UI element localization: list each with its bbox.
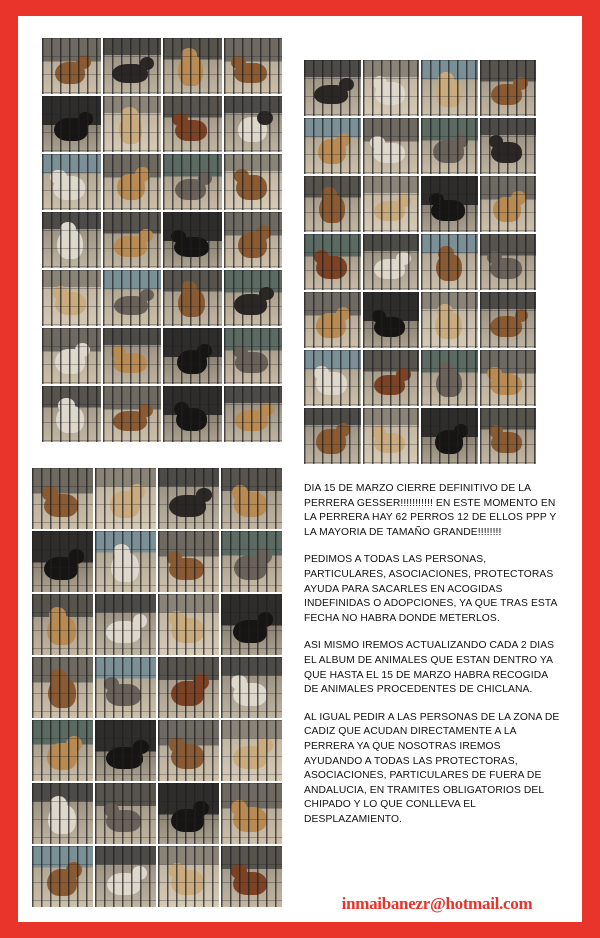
dog-photo	[158, 594, 219, 655]
announcement-text	[304, 482, 560, 840]
dog-photo	[103, 38, 162, 94]
dog-photo	[221, 846, 282, 907]
dog-photo	[363, 408, 420, 464]
dog-photo	[304, 292, 361, 348]
photo-grid-bottom-left	[32, 468, 282, 907]
dog-photo	[221, 468, 282, 529]
dog-photo	[304, 176, 361, 232]
dog-photo	[42, 212, 101, 268]
dog-photo	[363, 176, 420, 232]
paragraph-cadiz-area: AL IGUAL PEDIR A LAS PERSONAS DE LA ZONA DE CADIZ QUE ACUDAN DIRECTAMENTE A LA PERRERA YA QUE NOSOTRAS IREMOS AYUDANDO A TODAS LAS PROTECTORAS, ASOCIACIONES, PARTICULARES DE FUERA DE ANDALUCIA, EN TRAMITES OBLIGATORIOS DEL CHIPADO Y LO QUE CONLLEVA EL DESPLAZAMIENTO.	[304, 711, 560, 825]
dog-photo	[42, 154, 101, 210]
dog-photo	[163, 154, 222, 210]
dog-photo	[304, 350, 361, 406]
dog-photo	[158, 720, 219, 781]
dog-photo	[32, 468, 93, 529]
dog-photo	[363, 118, 420, 174]
dog-photo	[224, 386, 283, 442]
dog-photo	[480, 234, 537, 290]
dog-photo	[163, 212, 222, 268]
poster-inner	[18, 16, 582, 922]
dog-photo	[103, 328, 162, 384]
dog-photo	[42, 270, 101, 326]
dog-photo	[158, 468, 219, 529]
dog-photo	[421, 60, 478, 116]
dog-photo	[421, 176, 478, 232]
dog-photo	[32, 594, 93, 655]
dog-photo	[480, 350, 537, 406]
dog-photo	[221, 657, 282, 718]
dog-photo	[95, 468, 156, 529]
dog-photo	[158, 846, 219, 907]
dog-photo	[304, 60, 361, 116]
dog-photo	[421, 408, 478, 464]
dog-photo	[42, 96, 101, 152]
photo-grid-top-right	[304, 60, 536, 464]
dog-photo	[95, 783, 156, 844]
dog-photo	[103, 154, 162, 210]
dog-photo	[163, 96, 222, 152]
dog-photo	[95, 531, 156, 592]
dog-photo	[42, 386, 101, 442]
dog-photo	[32, 531, 93, 592]
dog-photo	[32, 720, 93, 781]
dog-photo	[421, 292, 478, 348]
dog-photo	[163, 386, 222, 442]
paragraph-closure-notice: DIA 15 DE MARZO CIERRE DEFINITIVO DE LA PERRERA GESSER!!!!!!!!!!! EN ESTE MOMENTO EN LA PERRERA HAY 62 PERROS 12 DE ELLOS PPP Y LA MAYORIA DE TAMAÑO GRANDE!!!!!!!!	[304, 483, 557, 538]
dog-photo	[221, 594, 282, 655]
dog-photo	[221, 783, 282, 844]
contact-email[interactable]: inmaibanezr@hotmail.com	[341, 894, 533, 913]
dog-photo	[224, 96, 283, 152]
dog-photo	[224, 38, 283, 94]
dog-photo	[221, 531, 282, 592]
dog-photo	[163, 270, 222, 326]
dog-photo	[363, 234, 420, 290]
dog-photo	[103, 386, 162, 442]
dog-photo	[95, 657, 156, 718]
dog-photo	[421, 350, 478, 406]
dog-photo	[32, 846, 93, 907]
dog-photo	[421, 118, 478, 174]
dog-photo	[480, 408, 537, 464]
dog-photo	[103, 270, 162, 326]
dog-photo	[480, 292, 537, 348]
dog-photo	[42, 328, 101, 384]
dog-photo	[158, 657, 219, 718]
dog-photo	[363, 60, 420, 116]
dog-photo	[42, 38, 101, 94]
dog-photo	[103, 96, 162, 152]
dog-photo	[304, 118, 361, 174]
dog-photo	[32, 783, 93, 844]
dog-photo	[158, 531, 219, 592]
dog-photo	[221, 720, 282, 781]
dog-photo	[421, 234, 478, 290]
dog-photo	[224, 328, 283, 384]
dog-photo	[32, 657, 93, 718]
dog-photo	[480, 60, 537, 116]
dog-photo	[480, 118, 537, 174]
dog-photo	[480, 176, 537, 232]
paragraph-help-request: PEDIMOS A TODAS LAS PERSONAS, PARTICULARES, ASOCIACIONES, PROTECTORAS AYUDA PARA SACARLES EN ACOGIDAS INDEFINIDAS O ADOPCIONES, YA QUE TRAS ESTA FECHA NO HABRA DONDE METERLOS.	[304, 554, 557, 624]
dog-photo	[224, 212, 283, 268]
dog-photo	[95, 846, 156, 907]
dog-photo	[363, 350, 420, 406]
dog-photo	[163, 38, 222, 94]
dog-photo	[224, 154, 283, 210]
dog-photo	[304, 234, 361, 290]
dog-photo	[224, 270, 283, 326]
dog-photo	[304, 408, 361, 464]
dog-photo	[95, 594, 156, 655]
dog-photo	[158, 783, 219, 844]
photo-grid-top-left	[42, 38, 282, 442]
dog-photo	[163, 328, 222, 384]
dog-photo	[95, 720, 156, 781]
paragraph-album-updates: ASI MISMO IREMOS ACTUALIZANDO CADA 2 DIAS EL ALBUM DE ANIMALES QUE ESTAN DENTRO YA QUE HASTA EL 15 DE MARZO HABRA RECOGIDA DE ANIMALES PROCEDENTES DE CHICLANA.	[304, 640, 555, 696]
dog-photo	[363, 292, 420, 348]
dog-photo	[103, 212, 162, 268]
